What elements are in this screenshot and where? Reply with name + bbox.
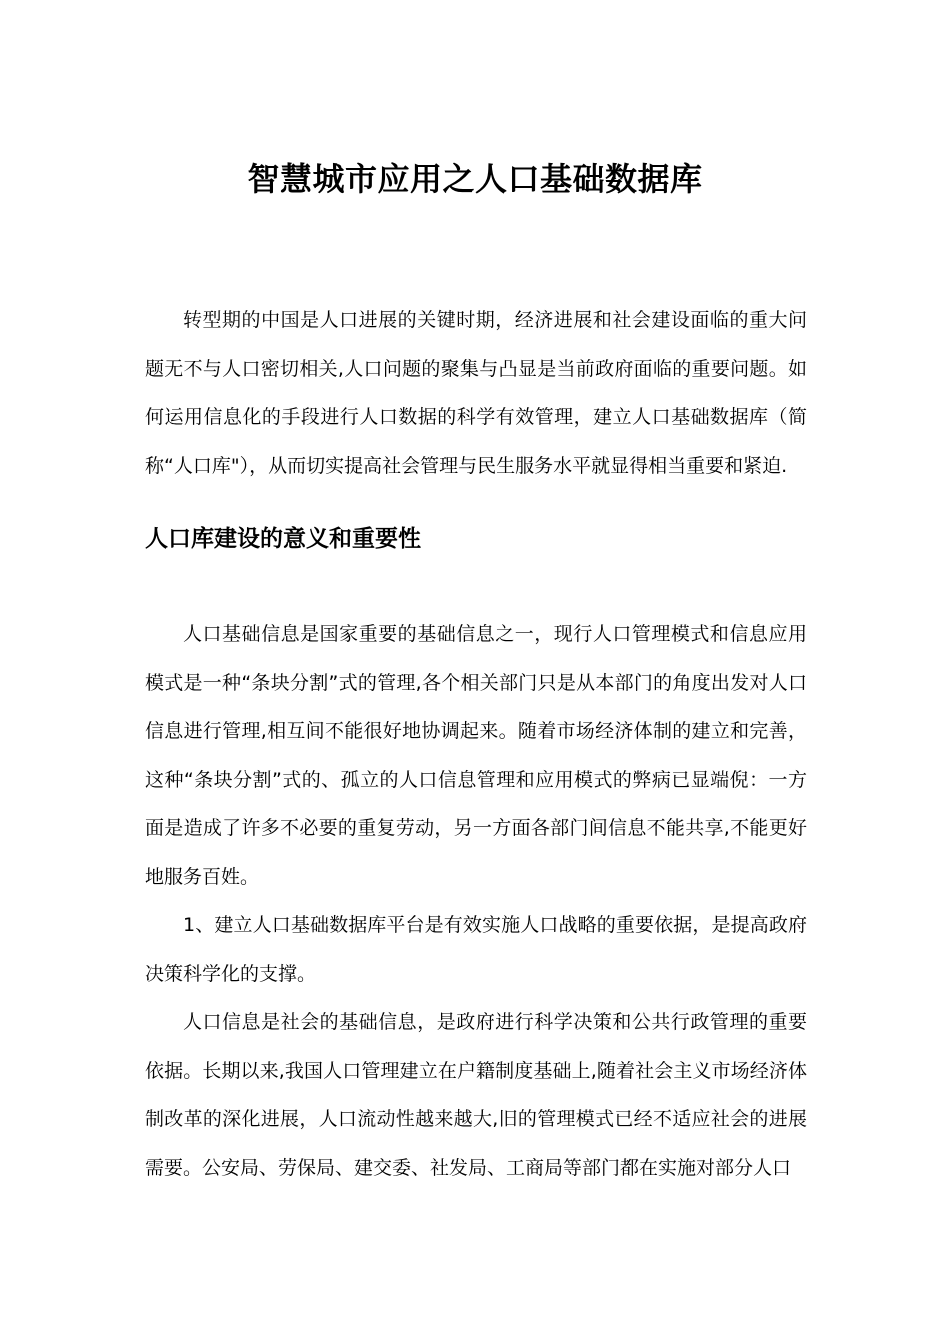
body-paragraph-3: 人口信息是社会的基础信息，是政府进行科学决策和公共行政管理的重要依据。长期以来,我国人口管理建立在户籍制度基础上,随着社会主义市场经济体制改革的深化进展，人口流动性越来越大,旧的管理模式已经不适应社会的进展需要。公安局、劳保局、建交委、社发局、工商局等部门都在实施对部分人口: [145, 1011, 807, 1179]
section-heading: 人口库建设的意义和重要性: [145, 526, 421, 552]
intro-paragraph: 转型期的中国是人口进展的关键时期，经济进展和社会建设面临的重大问题无不与人口密切相关,人口问题的聚集与凸显是当前政府面临的重要问题。如何运用信息化的手段进行人口数据的科学有效管理，建立人口基础数据库（简称“人口库"），从而切实提高社会管理与民生服务水平就显得相当重要和紧迫.: [145, 309, 807, 477]
body-paragraph-1: 人口基础信息是国家重要的基础信息之一，现行人口管理模式和信息应用模式是一种“条块分割”式的管理,各个相关部门只是从本部门的角度出发对人口信息进行管理,相互间不能很好地协调起来。随着市场经济体制的建立和完善，这种“条块分割”式的、孤立的人口信息管理和应用模式的弊病已显端倪：一方面是造成了许多不必要的重复劳动，另一方面各部门间信息不能共享,不能更好地服务百姓。: [145, 623, 807, 888]
page-title: 智慧城市应用之人口基础数据库: [247, 160, 703, 198]
section-body: [145, 610, 807, 1192]
intro-section: [145, 296, 807, 490]
body-paragraph-2: 1、建立人口基础数据库平台是有效实施人口战略的重要依据，是提高政府决策科学化的支撑。: [145, 914, 807, 985]
